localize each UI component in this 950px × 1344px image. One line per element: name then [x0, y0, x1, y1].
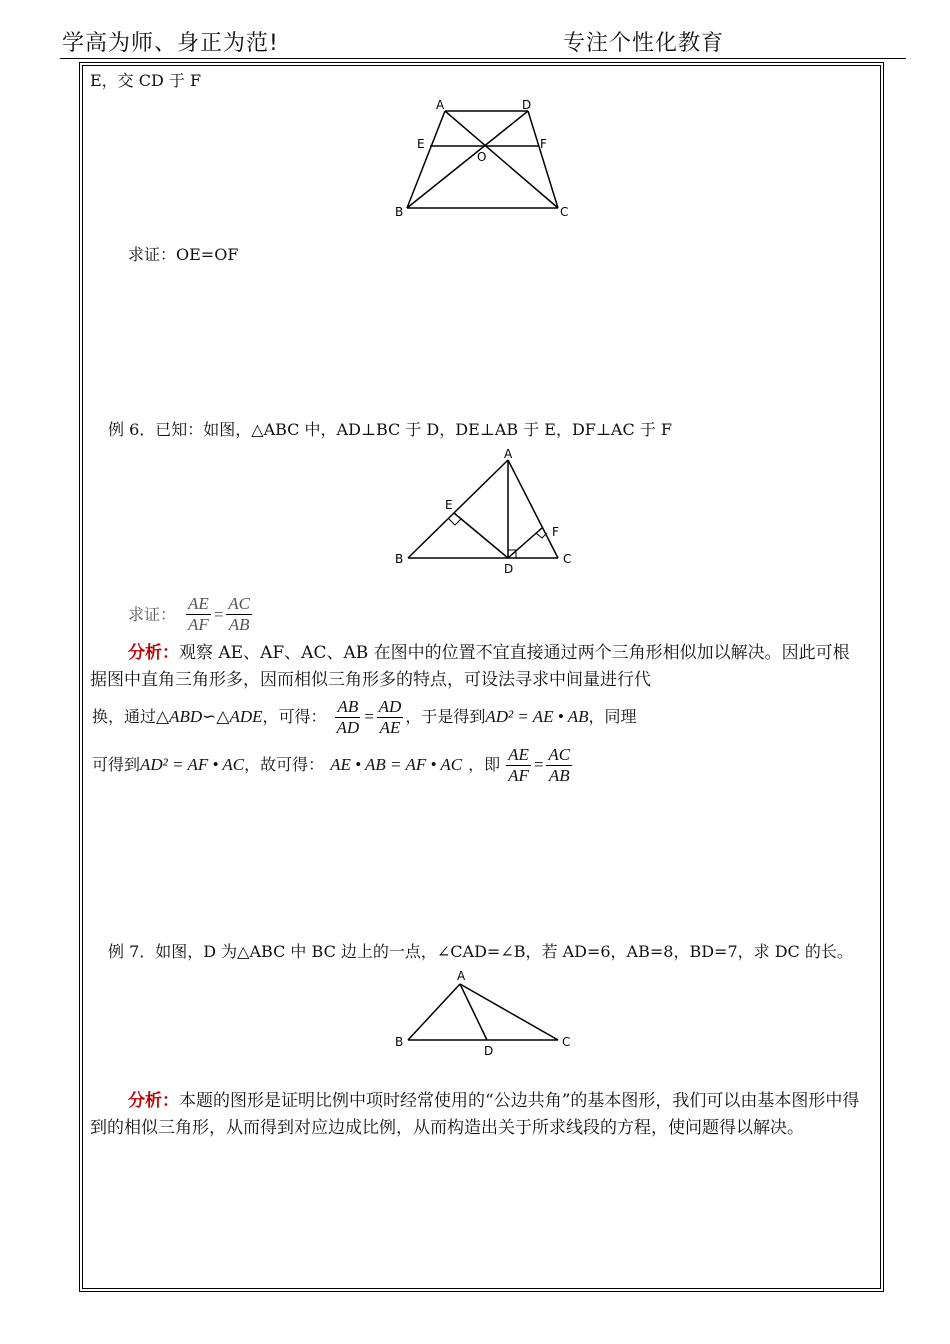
analysis-label: 分析： — [128, 643, 179, 663]
ex6-analysis — [90, 640, 876, 694]
similar-triangles: △ABD∽△ADE — [156, 707, 263, 726]
seg-BD — [407, 111, 528, 208]
equals-sign: = — [363, 707, 375, 726]
ex7-statement: 例 7．如图，D 为△ABC 中 BC 边上的一点，∠CAD=∠B，若 AD=6，AB=8，BD=7，求 DC 的长。 — [108, 942, 853, 961]
fraction-AB-AD — [335, 697, 362, 738]
equals-sign: = — [532, 755, 545, 774]
ex6-triangle-figure — [390, 448, 580, 578]
fraction-denominator: AE — [379, 717, 401, 737]
ex5-intro: E，交 CD 于 F — [90, 71, 202, 90]
ex5-trapezoid-figure — [390, 98, 580, 223]
ex6-analysis-line3 — [92, 694, 636, 740]
equation-AD2-AE-AB: AD² = AE • AB — [485, 707, 589, 726]
fraction-numerator: AE — [188, 594, 209, 613]
label-B: B — [395, 1035, 404, 1049]
equation-AE-AB-AF-AC: AE • AB = AF • AC — [330, 755, 463, 774]
equation-AD2-AF-AC: AD² = AF • AC — [140, 755, 245, 774]
header-slogan: 专注个性化教育 — [563, 31, 725, 56]
label-C: C — [562, 1035, 571, 1049]
label-B: B — [395, 205, 404, 219]
label-C: C — [560, 205, 569, 219]
seg-DF — [508, 528, 542, 558]
fraction-numerator: AC — [228, 594, 251, 613]
text-fragment: ，于是得到 — [405, 707, 486, 726]
ex6-prove-label: 求证： — [128, 604, 177, 624]
ex6-prove — [128, 594, 254, 635]
fraction-denominator: AB — [228, 615, 250, 634]
ex6-analysis-line4 — [92, 742, 574, 788]
ex7-analysis — [90, 1088, 876, 1142]
label-B: B — [395, 552, 404, 566]
fraction-denominator: AF — [188, 615, 209, 634]
ex6-prove-fraction-right — [226, 594, 252, 635]
analysis-line1: 观察 AE、AF、AC、AB 在图中的位置不宜直接通过两个三角形相似加以解决。因此可根 — [179, 643, 850, 663]
seg-AC — [508, 460, 558, 558]
fraction-denominator: AF — [508, 765, 529, 785]
label-E: E — [445, 498, 453, 512]
label-F: F — [540, 137, 547, 151]
label-C: C — [563, 552, 572, 566]
seg-AC — [445, 111, 558, 208]
fraction-AC-AB — [546, 745, 572, 786]
label-A: A — [457, 969, 466, 983]
fraction-denominator: AB — [548, 765, 570, 785]
seg-DE — [454, 513, 508, 558]
text-fragment: ，可得： — [262, 707, 327, 726]
fraction-denominator: AD — [336, 717, 360, 737]
fraction-AD-AE — [377, 697, 404, 738]
right-angle-E — [449, 519, 461, 525]
text-fragment: 可得到 — [92, 755, 141, 774]
label-D: D — [522, 98, 532, 112]
ex6-prove-fraction-left — [186, 594, 211, 635]
header-divider — [60, 58, 906, 59]
analysis-text: 本题的图形是证明比例中项时经常使用的“公边共角”的基本图形，我们可以由基本图形中得到的相似三角形，从而得到对应边成比例，从而构造出关于所求线段的方程，使问题得以解决。 — [90, 1091, 860, 1138]
header-motto: 学高为师、身正为范! — [62, 31, 279, 56]
label-A: A — [436, 98, 445, 112]
ex6-statement: 例 6．已知：如图，△ABC 中，AD⊥BC 于 D，DE⊥AB 于 E，DF⊥AC 于 F — [108, 420, 673, 439]
seg-AB — [408, 984, 460, 1040]
label-F: F — [552, 525, 559, 539]
label-O: O — [477, 150, 487, 164]
text-fragment: ，即 — [468, 755, 501, 774]
label-D: D — [504, 562, 514, 576]
text-fragment: ，同理 — [588, 707, 637, 726]
fraction-numerator: AE — [508, 744, 529, 764]
label-A: A — [504, 448, 513, 461]
ex5-prove: 求证：OE=OF — [128, 245, 239, 264]
fraction-numerator: AC — [548, 744, 571, 764]
seg-AB — [408, 460, 508, 558]
seg-AC — [460, 984, 558, 1040]
text-fragment: ，故可得： — [244, 755, 325, 774]
ex7-triangle-figure — [390, 966, 580, 1061]
analysis-label: 分析： — [128, 1091, 179, 1111]
seg-DC — [528, 111, 558, 208]
fraction-numerator: AB — [337, 696, 359, 716]
fraction-numerator: AD — [378, 696, 402, 716]
fraction-AE-AF — [506, 745, 531, 786]
label-E: E — [417, 137, 425, 151]
label-D: D — [484, 1044, 494, 1058]
text-fragment: 换，通过 — [92, 707, 157, 726]
analysis-line2: 据图中直角三角形多，因而相似三角形多的特点，可设法寻求中间量进行代 — [90, 670, 651, 690]
equals-sign: = — [212, 604, 225, 624]
